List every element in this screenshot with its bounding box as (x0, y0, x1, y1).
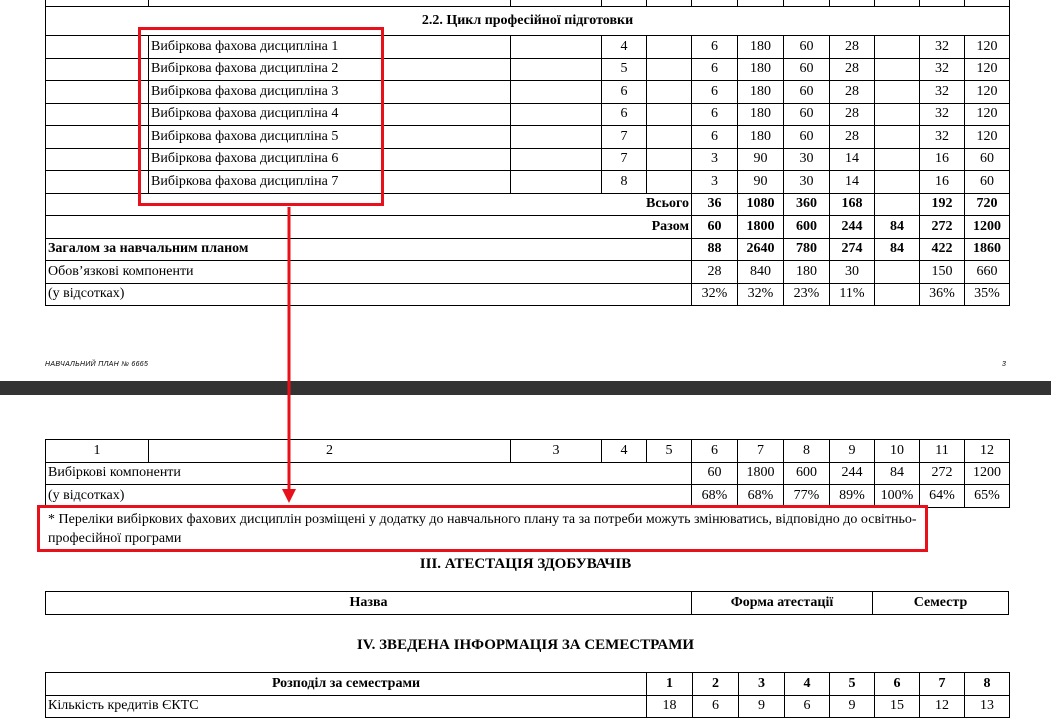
semester-header-row: Розподіл за семестрами 1 2 3 4 5 6 7 8 (46, 673, 1010, 696)
credits-row: Кількість кредитів ЄКТС 18 6 9 6 9 15 12 13 (46, 695, 1010, 718)
table-row: Вибіркова фахова дисципліна 3 6 6 180 60 28 32 120 (46, 81, 1010, 104)
discipline-name: Вибіркова фахова дисципліна 7 (149, 171, 511, 194)
elective-list-highlight-box (138, 27, 384, 206)
page-separator (0, 381, 1051, 395)
sum-row: Разом 60 1800 600 244 84 272 1200 (46, 216, 1010, 239)
attestation-form-header: Форма атестації (692, 592, 873, 615)
sum-label: Разом (46, 216, 692, 239)
table-row: Вибіркова фахова дисципліна 4 6 6 180 60 28 32 120 (46, 103, 1010, 126)
attestation-table (45, 591, 1009, 615)
table-row: Вибіркова фахова дисципліна 5 7 6 180 60 28 32 120 (46, 126, 1010, 149)
discipline-name: Вибіркова фахова дисципліна 4 (149, 103, 511, 126)
mandatory-label: Обов’язкові компоненти (46, 261, 692, 284)
page-footer-title: НАВЧАЛЬНИЙ ПЛАН № 6665 (45, 361, 149, 368)
attestation-semester-header: Семестр (873, 592, 1009, 615)
mandatory-row: Обов’язкові компоненти 28 840 180 30 150 660 (46, 261, 1010, 284)
mandatory-pct-row: (у відсотках) 32% 32% 23% 11% 36% 35% (46, 283, 1010, 306)
elective-label: Вибіркові компоненти (46, 462, 692, 485)
credits-label: Кількість кредитів ЄКТС (46, 695, 647, 718)
section4-title: IV. ЗВЕДЕНА ІНФОРМАЦІЯ ЗА СЕМЕСТРАМИ (356, 637, 695, 653)
plan-total-row: Загалом за навчальним планом 88 2640 780 274 84 422 1860 (46, 238, 1010, 261)
continuation-table (45, 439, 1010, 508)
footnote: * Переліки вибіркових фахових дисциплін розміщені у додатку до навчального плану та за потреби можуть змінюватись, відповідно до освітньо-професійної програми (48, 512, 917, 546)
semester-summary-table (45, 672, 1010, 718)
attestation-name-header: Назва (46, 592, 692, 615)
total-label: Всього (46, 193, 692, 216)
semester-distribution-header: Розподіл за семестрами (46, 673, 647, 696)
discipline-name: Вибіркова фахова дисципліна 5 (149, 126, 511, 149)
discipline-name: Вибіркова фахова дисципліна 2 (149, 58, 511, 81)
discipline-name: Вибіркова фахова дисципліна 6 (149, 148, 511, 171)
table-row: Вибіркова фахова дисципліна 7 8 3 90 30 14 16 60 (46, 171, 1010, 194)
mandatory-pct-label: (у відсотках) (46, 283, 692, 306)
table-row: Вибіркова фахова дисципліна 6 7 3 90 30 14 16 60 (46, 148, 1010, 171)
attestation-header-row (46, 592, 1009, 615)
page-number: 3 (1002, 361, 1006, 368)
table-row: Вибіркова фахова дисципліна 1 4 6 180 60 28 32 120 (46, 36, 1010, 59)
table-row: Вибіркова фахова дисципліна 2 5 6 180 60 28 32 120 (46, 58, 1010, 81)
section3-title: ІІІ. АТЕСТАЦІЯ ЗДОБУВАЧІВ (419, 556, 632, 572)
column-number-row: 1 2 3 4 5 6 7 8 9 10 11 12 (46, 440, 1010, 463)
elective-pct-label: (у відсотках) (46, 485, 692, 508)
plan-total-label: Загалом за навчальним планом (46, 238, 692, 261)
section-header: 2.2. Цикл професійної підготовки (46, 7, 1010, 36)
elective-pct-row: (у відсотках) 68% 68% 77% 89% 100% 64% 65% (46, 485, 1010, 508)
discipline-name: Вибіркова фахова дисципліна 1 (149, 36, 511, 59)
elective-row: Вибіркові компоненти 60 1800 600 244 84 272 1200 (46, 462, 1010, 485)
total-row: Всього 36 1080 360 168 192 720 (46, 193, 1010, 216)
footnote-highlight-box (37, 505, 928, 552)
discipline-name: Вибіркова фахова дисципліна 3 (149, 81, 511, 104)
